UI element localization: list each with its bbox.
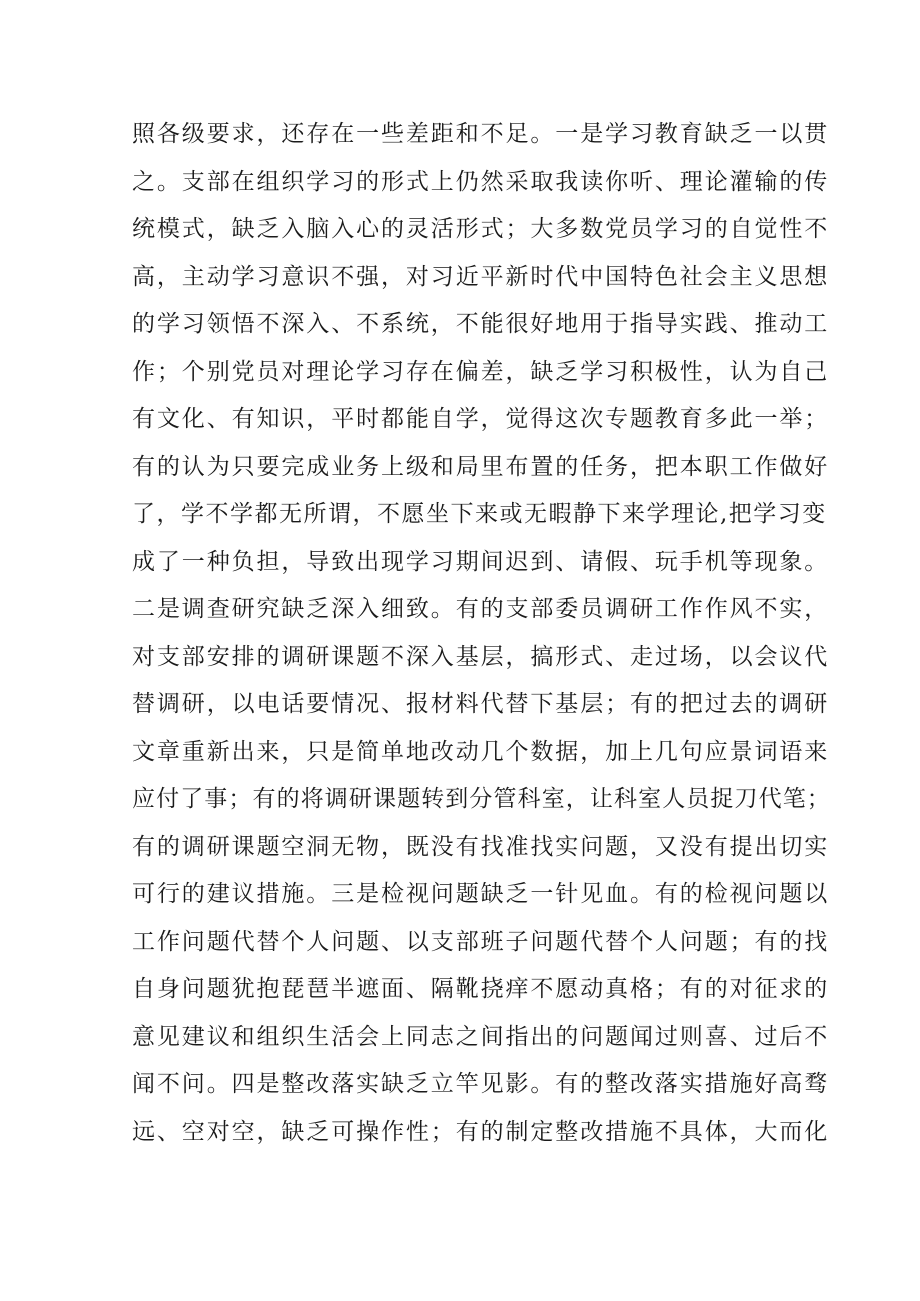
text-line: 闻不问。四是整改落实缺乏立竿见影。有的整改落实措施好高骛 — [132, 1071, 830, 1097]
text-line: 高，主动学习意识不强，对习近平新时代中国特色社会主义思想 — [132, 263, 830, 290]
text-line: 之。支部在组织学习的形式上仍然采取我读你听、理论灌输的传 — [132, 168, 830, 195]
text-line: 可行的建议措施。三是检视问题缺乏一针见血。有的检视问题以 — [132, 881, 830, 907]
text-line: 文章重新出来，只是简单地改动几个数据，加上几句应景词语来 — [132, 738, 830, 765]
text-line: 替调研，以电话要情况、报材料代替下基层；有的把过去的调研 — [132, 691, 830, 717]
text-line: 的学习领悟不深入、不系统，不能很好地用于指导实践、推动工 — [132, 311, 830, 337]
text-line: 照各级要求，还存在一些差距和不足。一是学习教育缺乏一以贯 — [132, 121, 830, 147]
text-line: 统模式，缺乏入脑入心的灵活形式；大多数党员学习的自觉性不 — [132, 216, 830, 242]
text-line: 成了一种负担，导致出现学习期间迟到、请假、玩手机等现象。 — [132, 548, 830, 575]
text-line: 意见建议和组织生活会上同志之间指出的问题闻过则喜、过后不 — [132, 1023, 830, 1050]
text-line: 自身问题犹抱琵琶半遮面、隔靴挠痒不愿动真格；有的对征求的 — [132, 976, 830, 1002]
text-line: 有的调研课题空洞无物，既没有找准找实问题，又没有提出切实 — [132, 833, 830, 860]
text-line: 对支部安排的调研课题不深入基层，搞形式、走过场，以会议代 — [132, 643, 830, 670]
text-line: 二是调查研究缺乏深入细致。有的支部委员调研工作作风不实， — [132, 596, 830, 622]
body-text — [132, 111, 832, 1156]
text-line: 了，学不学都无所谓，不愿坐下来或无暇静下来学理论,把学习变 — [132, 501, 827, 527]
text-line: 有文化、有知识，平时都能自学，觉得这次专题教育多此一举； — [132, 406, 830, 432]
text-line: 有的认为只要完成业务上级和局里布置的任务，把本职工作做好 — [132, 453, 830, 480]
text-line: 应付了事；有的将调研课题转到分管科室，让科室人员捉刀代笔； — [132, 786, 831, 812]
text-line: 工作问题代替个人问题、以支部班子问题代替个人问题；有的找 — [132, 928, 830, 955]
text-line: 远、空对空，缺乏可操作性；有的制定整改措施不具体，大而化 — [132, 1118, 830, 1145]
text-line: 作；个别党员对理论学习存在偏差，缺乏学习积极性，认为自己 — [132, 358, 830, 385]
